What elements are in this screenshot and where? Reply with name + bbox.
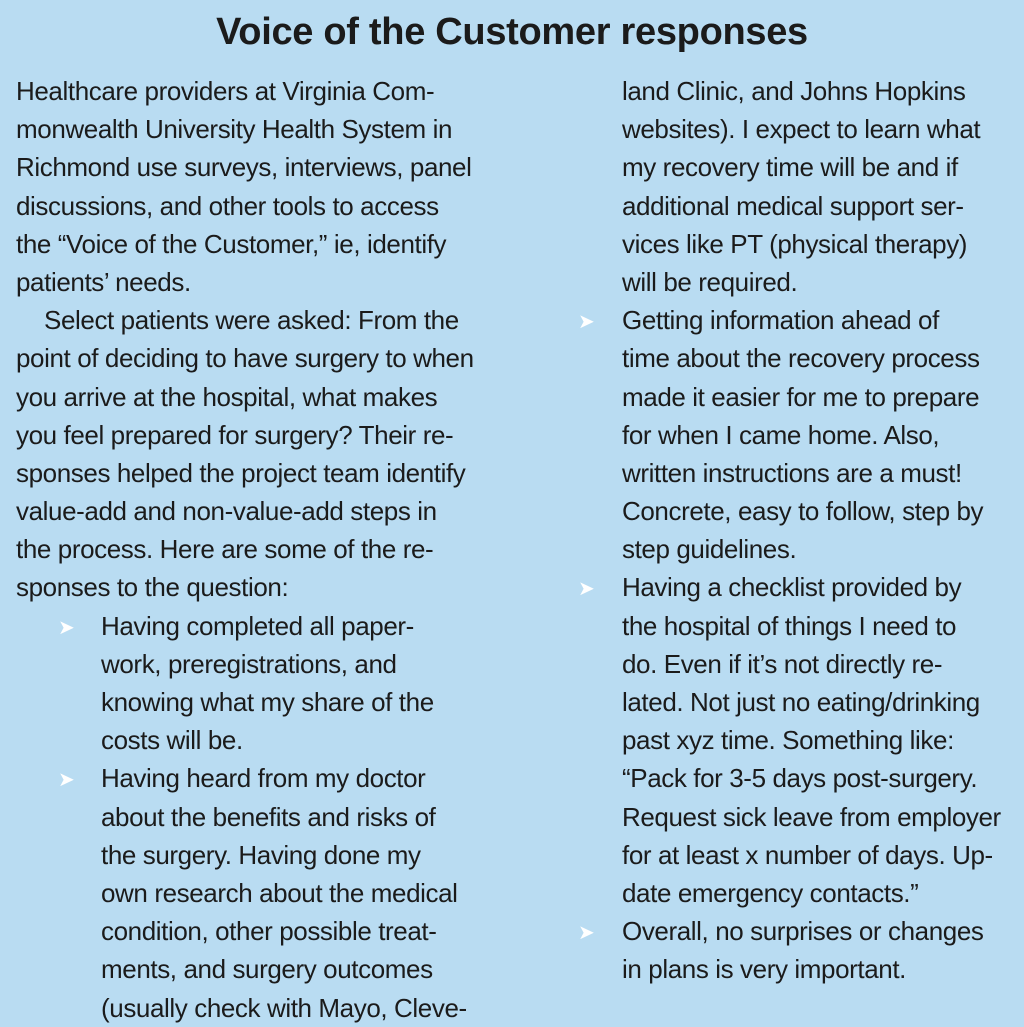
text-line: made it easier for me to prepare [622,381,980,412]
text-line: Healthcare providers at Virginia Com- [16,76,435,106]
question-paragraph [16,301,516,607]
text-line: discussions, and other tools to access [16,190,439,221]
text-line: Overall, no surprises or changes [622,916,984,947]
bullet-item-2 [16,759,516,1026]
text-line: condition, other possible treat- [101,916,437,947]
text-line: about the benefits and risks of [101,801,436,832]
text-line: own research about the medical [101,877,458,908]
arrow-bullet-icon: ➤ [58,769,75,792]
text-line: written instructions are a must! [622,457,962,488]
text-line: the process. Here are some of the re- [16,534,434,565]
text-line: time about the recovery process [622,343,980,374]
text-line: value-add and non-value-add steps in [16,496,437,527]
text-line: monwealth University Health System in [16,114,453,145]
text-line: vices like PT (physical therapy) [622,228,968,259]
text-line: for when I came home. Also, [622,419,940,450]
text-line: costs will be. [101,725,243,756]
left-column [16,72,516,1027]
intro-paragraph [16,72,516,301]
text-line: land Clinic, and Johns Hopkins [622,76,966,106]
text-line: Getting information ahead of [622,305,939,336]
text-line: point of deciding to have surgery to when [16,343,474,374]
text-line: step guidelines. [622,534,797,565]
text-line: the surgery. Having done my [101,839,421,870]
text-line: in plans is very important. [622,954,906,985]
text-line: Having a checklist provided by [622,572,962,603]
text-line: date emergency contacts.” [622,877,919,908]
text-line: past xyz time. Something like: [622,725,954,756]
text-line: will be required. [622,266,798,297]
bullet-item-5 [576,912,1020,988]
page-title: Voice of the Customer responses [216,11,808,53]
text-line: patients’ needs. [16,266,191,297]
text-line: knowing what my share of the [101,687,434,717]
arrow-bullet-icon: ➤ [58,616,75,639]
bullet-item-3 [576,301,1020,568]
text-line: work, preregistrations, and [101,648,397,679]
text-line: lated. Not just no eating/drinking [622,687,980,717]
text-line: for at least x number of days. Up- [622,839,993,870]
text-line: the hospital of things I need to [622,610,957,641]
bullet-item-4 [576,568,1020,912]
arrow-bullet-icon: ➤ [578,311,595,334]
bullet-item-1 [16,607,516,760]
arrow-bullet-icon: ➤ [578,578,595,601]
right-column [576,72,1020,989]
text-line: (usually check with Mayo, Cleve- [101,992,467,1023]
text-line: Having completed all paper- [101,610,414,641]
text-line: sponses to the question: [16,572,289,603]
text-line: sponses helped the project team identify [16,457,466,488]
text-line: do. Even if it’s not directly re- [622,648,943,679]
text-line: “Pack for 3-5 days post-surgery. [622,763,978,794]
text-line: websites). I expect to learn what [622,114,981,145]
bullet-item-2-continued [576,72,1020,301]
text-line: the “Voice of the Customer,” ie, identify [16,228,447,259]
arrow-bullet-icon: ➤ [578,922,595,945]
text-line: Concrete, easy to follow, step by [622,496,984,527]
text-line: Select patients were asked: From the [44,305,459,336]
text-line: my recovery time will be and if [622,152,958,183]
text-line: Request sick leave from employer [622,801,1001,832]
text-line: Richmond use surveys, interviews, panel [16,152,472,183]
text-line: Having heard from my doctor [101,763,426,794]
text-line: ments, and surgery outcomes [101,954,433,985]
text-line: you arrive at the hospital, what makes [16,381,438,412]
text-line: you feel prepared for surgery? Their re- [16,419,454,450]
text-line: additional medical support ser- [622,190,964,221]
